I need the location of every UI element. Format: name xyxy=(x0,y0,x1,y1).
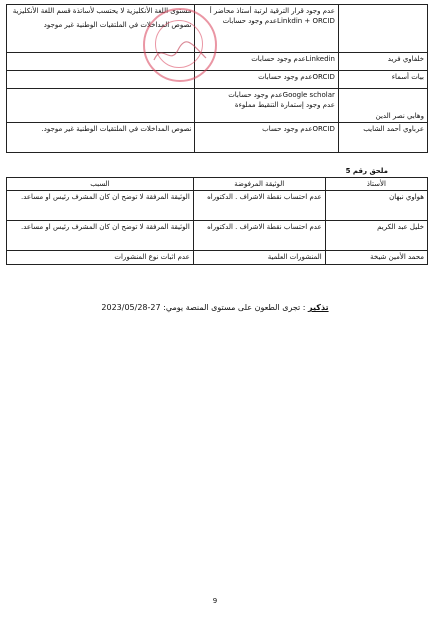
professor-name-cell: خلفاوي فريد xyxy=(338,53,427,71)
table-header-row xyxy=(7,178,428,191)
professor-name-cell: بيات أسماء xyxy=(338,71,427,89)
reason-cell: الوثيقة المرفقة لا توضح ان كان المشرف رئيس او مساعد. xyxy=(7,221,194,251)
document-cell: المنشورات العلمية xyxy=(193,251,325,265)
documents-cell xyxy=(195,5,338,53)
reason-line: مستوى اللغة الأنكليزية لا يحتسب لأساتذة قسم اللغة الأنكليزية xyxy=(12,7,192,15)
documents-cell: ORCIDعدم وجود حسابات xyxy=(195,71,338,89)
table-row xyxy=(7,251,428,265)
column-header-reason: السبب xyxy=(7,178,194,191)
document-line: عدم وجود قرار الترقية لرتبة أستاذ محاضر أ xyxy=(209,7,335,15)
reminder-text: : تجرى الطعون على مستوى المنصة يومي: 27-2023/05/28 xyxy=(101,303,306,312)
reason-cell: الوثيقة المرفقة لا توضح ان كان المشرف رئيس او مساعد. xyxy=(7,191,194,221)
professor-name-cell xyxy=(338,5,427,53)
professor-cell: محمد الأمين شيخة xyxy=(325,251,427,265)
reason-line: نصوص المداخلات في الملتقيات الوطنية غير موجود xyxy=(43,21,192,29)
reason-cell: عدم اثبات نوع المنشورات xyxy=(7,251,194,265)
table-row xyxy=(7,5,428,53)
reminder-label: تذكير xyxy=(308,303,329,312)
reason-cell: نصوص المداخلات في الملتقيات الوطنية غير موجود. xyxy=(7,123,195,153)
document-cell: عدم احتساب نقطة الاشراف . الدكتوراه xyxy=(193,191,325,221)
documents-cell: Linkedinعدم وجود حسابات xyxy=(195,53,338,71)
professor-name-cell: وهابي نصر الدين xyxy=(338,89,427,123)
professor-name-cell: عرباوي أحمد الشايب xyxy=(338,123,427,153)
document-cell: عدم احتساب نقطة الاشراف . الدكتوراه xyxy=(193,221,325,251)
documents-cell xyxy=(195,89,338,123)
professor-cell: هواوي نبهان xyxy=(325,191,427,221)
objections-table-continued xyxy=(6,4,428,153)
reason-cell xyxy=(7,5,195,53)
reason-cell xyxy=(7,71,195,89)
table-row xyxy=(7,53,428,71)
column-header-document: الوثيقة المرفوضة xyxy=(193,178,325,191)
document-line: Google scholarعدم وجود حسابات xyxy=(228,91,335,99)
page-number: 9 xyxy=(212,597,218,605)
reason-cell xyxy=(7,53,195,71)
table-row xyxy=(7,221,428,251)
appeals-reminder xyxy=(0,303,430,312)
column-header-professor: الأستاذ xyxy=(325,178,427,191)
documents-cell: ORCIDعدم وجود حساب xyxy=(195,123,338,153)
document-line: Linkdin + ORCIDعدم وجود حسابات xyxy=(222,17,335,25)
annex-label: ملحق رقم 5 xyxy=(345,167,388,175)
table-row xyxy=(7,71,428,89)
table-row xyxy=(7,191,428,221)
table-row xyxy=(7,123,428,153)
reason-cell xyxy=(7,89,195,123)
rejected-documents-table xyxy=(6,177,428,265)
document-line: عدم وجود إستمارة التنقيط مملوءة xyxy=(234,101,335,109)
table-row xyxy=(7,89,428,123)
professor-cell: خليل عبد الكريم xyxy=(325,221,427,251)
